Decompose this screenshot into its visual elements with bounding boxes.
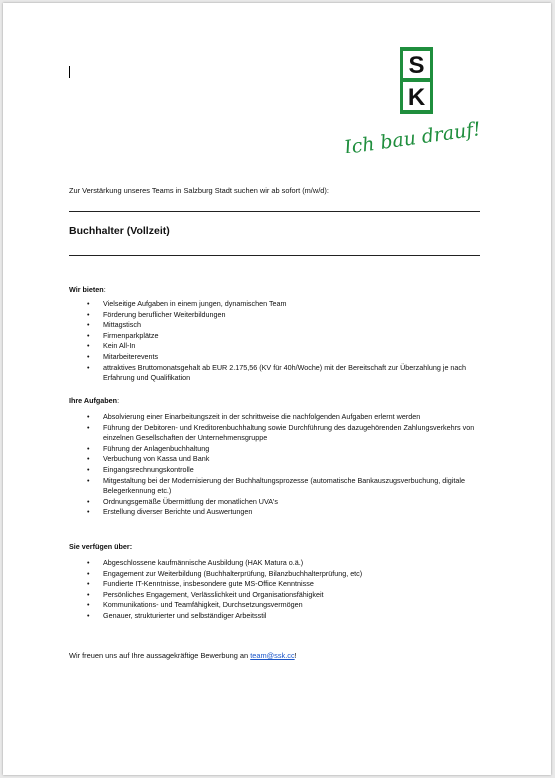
- closing-line: [69, 651, 297, 660]
- closing-text: Wir freuen uns auf Ihre aussagekräftige Bewerbung an: [69, 651, 251, 660]
- tasks-list: [87, 412, 479, 518]
- job-title: Buchhalter (Vollzeit): [69, 225, 170, 237]
- email-link[interactable]: team@ssk.cc: [250, 651, 295, 660]
- tasks-heading: Ihre Aufgaben:: [69, 396, 120, 405]
- list-item: • Führung der Anlagenbuchhaltung: [87, 444, 479, 455]
- divider-top: [69, 211, 480, 212]
- intro-text: Zur Verstärkung unseres Teams in Salzburg Stadt suchen wir ab sofort (m/w/d):: [69, 186, 329, 195]
- list-item: • Verbuchung von Kassa und Bank: [87, 454, 479, 465]
- text-cursor: [69, 66, 70, 78]
- profile-list: [87, 558, 479, 622]
- list-item: • Mitgestaltung bei der Modernisierung der Buchhaltungsprozesse (automatische Bankauszugsverbuchung, digitale Belegerkennung etc.): [87, 476, 479, 497]
- offer-list: [87, 299, 479, 384]
- list-item: • Mitarbeiterevents: [87, 352, 479, 363]
- logo-slogan: Ich bau drauf!: [343, 118, 483, 153]
- list-item: • Förderung beruflicher Weiterbildungen: [87, 310, 479, 321]
- list-item: • Firmenparkplätze: [87, 331, 479, 342]
- profile-heading: Sie verfügen über:: [69, 542, 133, 551]
- logo-letter-k: K: [407, 84, 426, 111]
- list-item: • Kein All-In: [87, 341, 479, 352]
- list-item: • Mittagstisch: [87, 320, 479, 331]
- list-item: • Kommunikations- und Teamfähigkeit, Durchsetzungsvermögen: [87, 600, 479, 611]
- list-item: • Absolvierung einer Einarbeitungszeit in der schrittweise die nachfolgenden Aufgaben erlernt werden: [87, 412, 479, 423]
- list-item: • Abgeschlossene kaufmännische Ausbildung (HAK Matura o.ä.): [87, 558, 479, 569]
- offer-heading: Wir bieten:: [69, 285, 106, 294]
- document-page: [3, 3, 551, 775]
- list-item: • Persönliches Engagement, Verlässlichkeit und Organisationsfähigkeit: [87, 590, 479, 601]
- list-item: • Ordnungsgemäße Übermittlung der monatlichen UVA's: [87, 497, 479, 508]
- list-item: • Engagement zur Weiterbildung (Buchhalterprüfung, Bilanzbuchhalterprüfung, etc): [87, 569, 479, 580]
- list-item: • Führung der Debitoren- und Kreditorenbuchhaltung sowie Durchführung des dazugehörenden Zahlungsverkehrs von einzelnen Gesellschaften der Unternehmensgruppe: [87, 423, 479, 444]
- list-item: • attraktives Bruttomonatsgehalt ab EUR 2.175,56 (KV für 40h/Woche) mit der Bereitschaft zur Überzahlung je nach Erfahrung und Qualifikation: [87, 363, 479, 384]
- divider-bottom: [69, 255, 480, 256]
- list-item: • Genauer, strukturierter und selbständiger Arbeitsstil: [87, 611, 479, 622]
- list-item: • Erstellung diverser Berichte und Auswertungen: [87, 507, 479, 518]
- logo-letter-s: S: [408, 52, 425, 79]
- list-item: • Vielseitige Aufgaben in einem jungen, dynamischen Team: [87, 299, 479, 310]
- list-item: • Fundierte IT-Kenntnisse, insbesondere gute MS-Office Kenntnisse: [87, 579, 479, 590]
- closing-suffix: !: [294, 651, 297, 660]
- list-item: • Eingangsrechnungskontrolle: [87, 465, 479, 476]
- company-logo: [343, 43, 503, 153]
